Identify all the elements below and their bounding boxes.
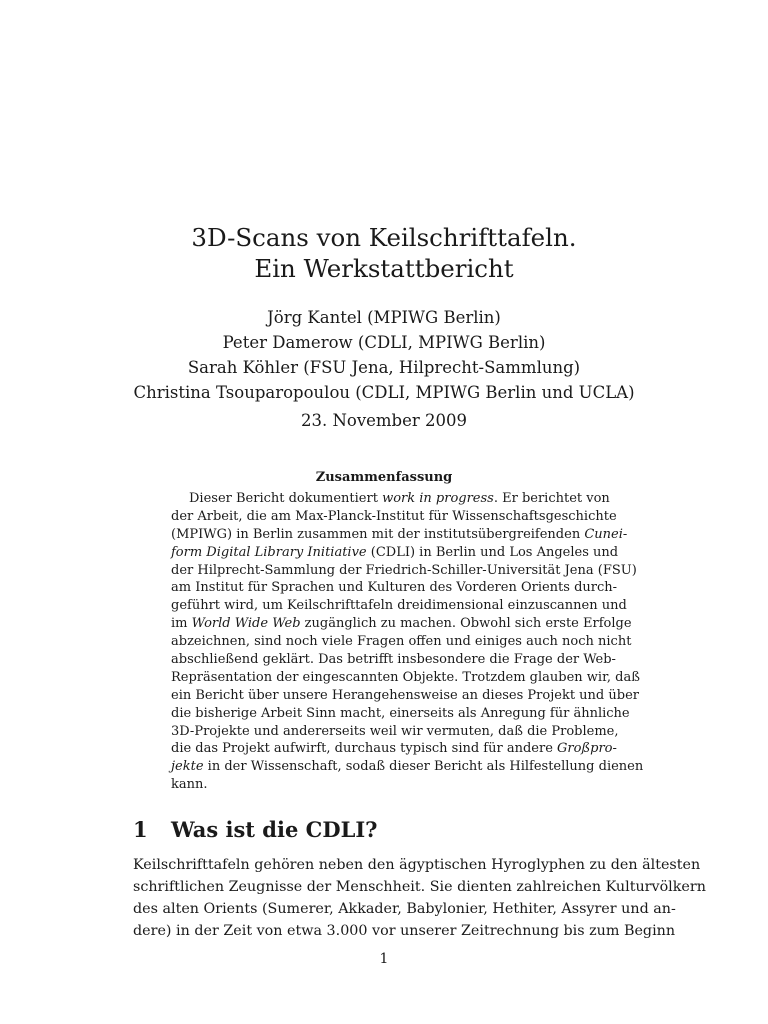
author-list <box>0 305 768 405</box>
abstract-line <box>171 740 617 758</box>
abstract-text: . Er berichtet von <box>493 491 610 506</box>
abstract-text: (MPIWG) in Berlin zusammen mit der institutsübergreifenden <box>171 526 585 542</box>
author-line: Peter Damerow (CDLI, MPIWG Berlin) <box>222 333 546 352</box>
publication-date: 23. November 2009 <box>300 411 468 430</box>
body-line: schriftlichen Zeugnisse der Menschheit. Sie dienten zahlreichen Kulturvölkern <box>133 879 706 895</box>
abstract-line <box>171 544 619 562</box>
page-number: 1 <box>379 951 389 967</box>
abstract-text: geführt wird, um Keilschrifttafeln dreidimensional einzuscannen und <box>171 598 627 614</box>
abstract-text: im <box>171 616 192 632</box>
abstract-line <box>171 758 644 776</box>
abstract-text: die bisherige Arbeit Sinn macht, einerseits als Anregung für ähnliche <box>171 705 630 721</box>
abstract-text: Dieser Bericht dokumentiert <box>189 491 383 506</box>
abstract-text: der Arbeit, die am Max-Planck-Institut für Wissenschaftsgeschichte <box>171 508 617 524</box>
abstract-line <box>171 526 628 544</box>
abstract-text: Repräsentation der eingescannten Objekte. Trotzdem glauben wir, daß <box>171 669 640 685</box>
paper-title-line-1: 3D-Scans von Keilschrifttafeln. <box>191 223 577 252</box>
abstract-line <box>171 705 630 723</box>
abstract-line <box>171 633 632 651</box>
abstract-line <box>171 669 640 687</box>
abstract-text: 3D-Projekte und andererseits weil wir vermuten, daß die Probleme, <box>171 723 619 739</box>
abstract-text: am Institut für Sprachen und Kulturen des Vorderen Orients durch- <box>171 580 618 596</box>
abstract-text: abzeichnen, sind noch viele Fragen offen und einiges auch noch nicht <box>171 634 632 650</box>
abstract-line <box>171 508 617 526</box>
section-title: Was ist die CDLI? <box>171 817 378 842</box>
abstract-body <box>171 490 644 794</box>
abstract-line <box>171 651 616 669</box>
abstract-text: der Hilprecht-Sammlung der Friedrich-Schiller-Universität Jena (FSU) <box>171 562 637 578</box>
body-line: des alten Orients (Sumerer, Akkader, Babylonier, Hethiter, Assyrer und an- <box>133 901 676 917</box>
author-line: Sarah Köhler (FSU Jena, Hilprecht-Sammlung) <box>187 358 581 377</box>
section-heading <box>133 817 377 843</box>
abstract-line <box>171 579 618 597</box>
abstract-text: ein Bericht über unsere Herangehensweise an dieses Projekt und über <box>171 687 639 703</box>
abstract-line <box>171 597 627 615</box>
body-line: Keilschrifttafeln gehören neben den ägyptischen Hyroglyphen zu den ältesten <box>133 857 701 873</box>
abstract-text: die das Projekt aufwirft, durchaus typisch sind für andere <box>171 741 558 757</box>
abstract-emphasis: work in progress <box>382 491 494 506</box>
abstract-emphasis: jekte <box>171 759 204 775</box>
abstract-line <box>171 723 619 741</box>
paper-title-line-2: Ein Werkstattbericht <box>254 254 514 283</box>
author-line: Jörg Kantel (MPIWG Berlin) <box>267 308 501 327</box>
body-line: dere) in der Zeit von etwa 3.000 vor unserer Zeitrechnung bis zum Beginn <box>133 923 676 939</box>
section-body <box>133 854 706 942</box>
author-line: Christina Tsouparopoulou (CDLI, MPIWG Berlin und UCLA) <box>133 383 635 402</box>
abstract-text: kann. <box>171 777 208 793</box>
abstract-text: (CDLI) in Berlin und Los Angeles und <box>366 544 619 560</box>
abstract-emphasis: Großpro- <box>557 741 617 757</box>
abstract-emphasis: form Digital Library Initiative <box>171 544 367 560</box>
abstract-text: zugänglich zu machen. Obwohl sich erste Erfolge <box>300 616 632 632</box>
abstract-line <box>171 615 632 633</box>
abstract-line <box>171 490 610 508</box>
abstract-line <box>171 776 598 794</box>
abstract-line <box>171 562 637 580</box>
abstract-heading: Zusammenfassung <box>315 470 453 485</box>
abstract-text: abschließend geklärt. Das betrifft insbesondere die Frage der Web- <box>171 652 616 668</box>
abstract-text: in der Wissenschaft, sodaß dieser Bericht als Hilfestellung dienen <box>203 759 644 775</box>
abstract-line <box>171 687 639 705</box>
section-number: 1 <box>133 817 148 842</box>
abstract-emphasis: Cunei- <box>584 526 628 542</box>
abstract-emphasis: World Wide Web <box>191 616 301 632</box>
